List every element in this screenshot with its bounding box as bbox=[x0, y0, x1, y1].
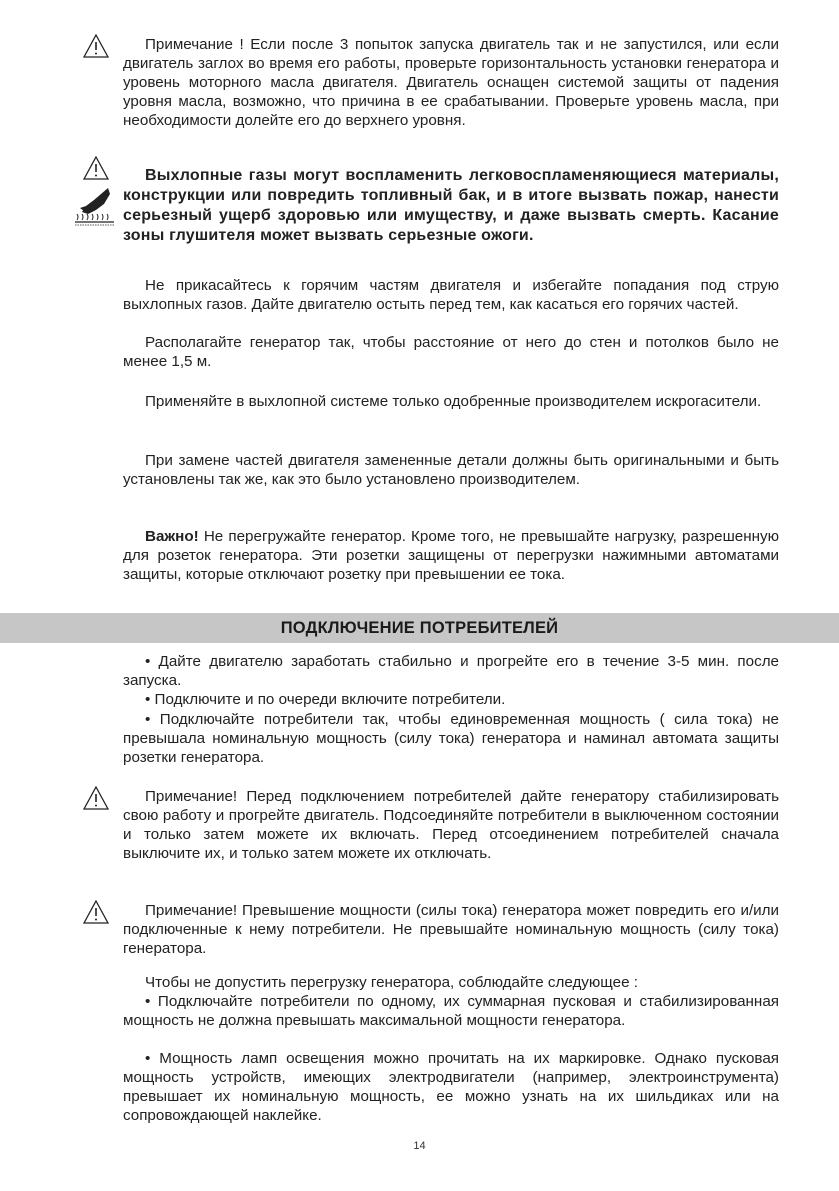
para-spark-arrester: Применяйте в выхлопной системе только одобренные производителем искрогасители. bbox=[145, 393, 762, 410]
para-hot-parts: Не прикасайтесь к горячим частям двигателя и избегайте попадания под струю выхлопных газов. Дайте двигателю остыть перед тем, как касаться его горячих частей. bbox=[123, 277, 779, 313]
hot-surface-hand-icon bbox=[74, 186, 116, 228]
warning-triangle-icon bbox=[83, 900, 109, 924]
section-header bbox=[0, 613, 839, 643]
warning-triangle-icon bbox=[83, 156, 109, 180]
important-label: Важно! bbox=[145, 528, 199, 545]
note-overload: Примечание! Превышение мощности (силы тока) генератора может повредить его и/или подключенные к нему потребители. Не превышайте номинальную мощность (силу тока) генератора. bbox=[123, 902, 779, 957]
bullet-one-by-one: • Подключайте потребители по одному, их суммарная пусковая и стабилизированная мощность не должна превышать максимальной мощности генератора. bbox=[123, 993, 779, 1029]
warning-triangle-icon bbox=[83, 786, 109, 810]
warning-exhaust: Выхлопные газы могут воспламенить легковоспламеняющиеся материалы, конструкции или повредить топливный бак, и в итоге вызвать пожар, нанести серьезный ущерб здоровью или имуществу, и даже вызвать смерть. Касание зоны глушителя может вызвать серьезные ожоги. bbox=[123, 167, 779, 244]
bullet-lamps: • Мощность ламп освещения можно прочитать на их маркировке. Однако пусковая мощность устройств, имеющих электродвигатели (например, электроинструмента) превышает их номинальную мощность, ее можно узнать на их шильдиках или на сопровождающей наклейке. bbox=[123, 1050, 779, 1124]
note-connect-order: Примечание! Перед подключением потребителей дайте генератору стабилизировать свою работу и прогрейте двигатель. Подсоединяйте потребители в выключенном состоянии и только затем можете их включать. Перед отсоединением потребителей сначала выключите их, и только затем можете их отключать. bbox=[123, 788, 779, 862]
section-title: ПОДКЛЮЧЕНИЕ ПОТРЕБИТЕЛЕЙ bbox=[280, 618, 559, 637]
para-important bbox=[123, 527, 779, 584]
note-oil-check: Примечание ! Если после 3 попыток запуска двигатель так и не запустился, или если двигатель заглох во время его работы, проверьте горизонтальность установки генератора и уровень моторного масла двигателя. Двигатель оснащен системой защиты от падения уровня масла, возможно, что причина в ее срабатывании. Проверьте уровень масла, при необходимости долейте его до верхнего уровня. bbox=[123, 36, 779, 129]
para-replacement-parts: При замене частей двигателя замененные детали должны быть оригинальными и быть установлены так же, как это было установлено производителем. bbox=[123, 452, 779, 488]
page-number: 14 bbox=[413, 1140, 426, 1152]
important-text: Не перегружайте генератор. Кроме того, не превышайте нагрузку, разрешенную для розеток генератора. Эти розетки защищены от перегрузки нажимными автоматами защиты, которые отключают розетку при превышении ее тока. bbox=[123, 528, 779, 583]
warning-triangle-icon bbox=[83, 34, 109, 58]
overload-intro: Чтобы не допустить перегрузку генератора, соблюдайте следующее : bbox=[145, 974, 638, 991]
para-distance: Располагайте генератор так, чтобы расстояние от него до стен и потолков было не менее 1,5 м. bbox=[123, 334, 779, 370]
bullet-connect: • Подключите и по очереди включите потребители. bbox=[145, 691, 506, 708]
bullet-power-limit: • Подключайте потребители так, чтобы единовременная мощность ( сила тока) не превышала номинальную мощность (силу тока) генератора и наминал автомата защиты розетки генератора. bbox=[123, 711, 779, 766]
bullet-warmup: • Дайте двигателю заработать стабильно и прогрейте его в течение 3-5 мин. после запуска. bbox=[123, 653, 779, 689]
